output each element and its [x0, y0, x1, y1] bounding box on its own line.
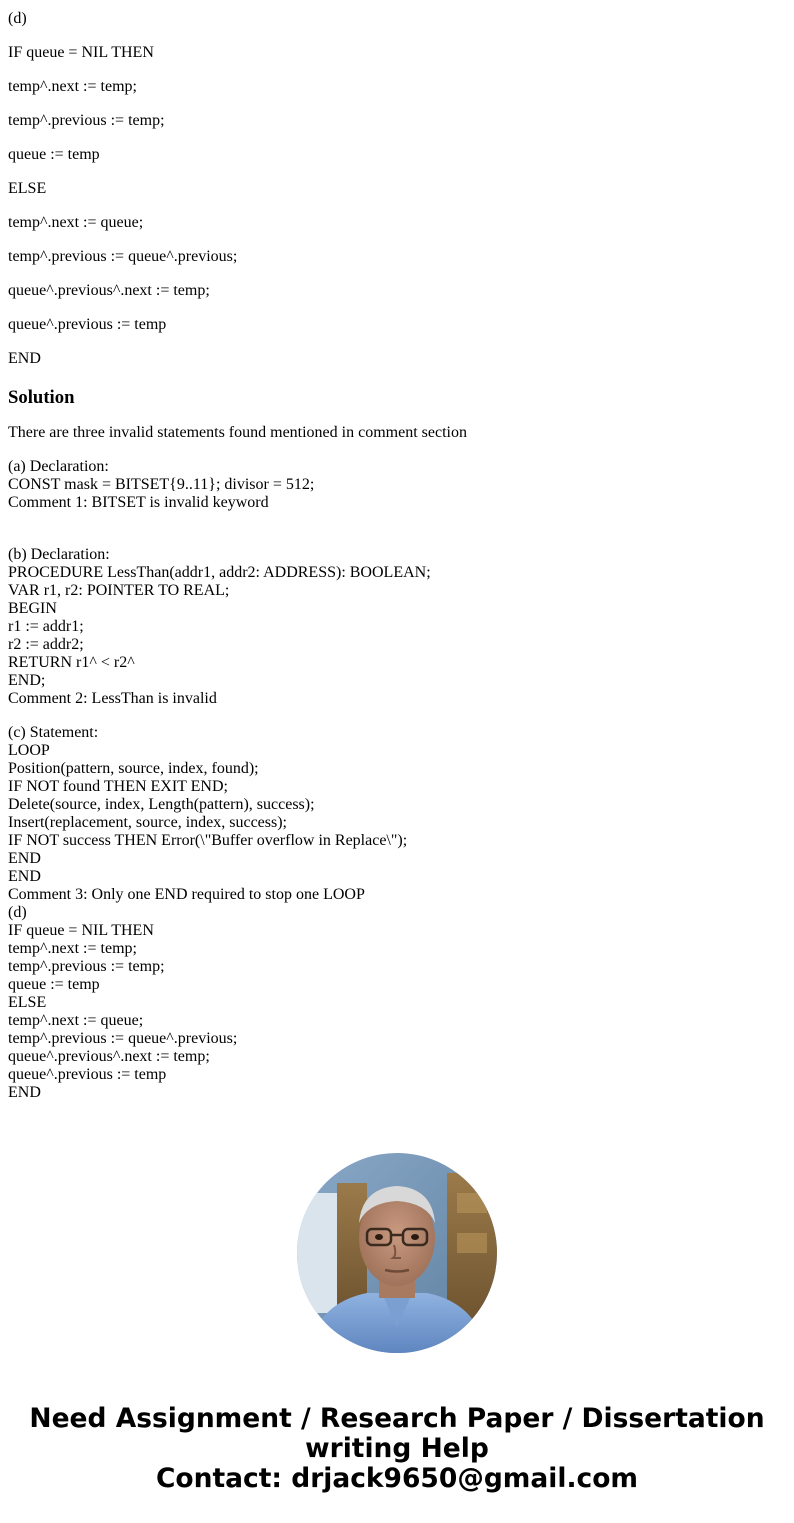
- code-line: r2 := addr2;: [8, 636, 84, 653]
- code-line: temp^.previous := temp;: [8, 958, 165, 975]
- code-line: LOOP: [8, 742, 50, 759]
- code-line: temp^.previous := queue^.previous;: [8, 248, 238, 265]
- code-line: Comment 3: Only one END required to stop one LOOP: [8, 886, 365, 903]
- author-avatar: [297, 1153, 497, 1353]
- code-line: temp^.next := queue;: [8, 214, 144, 231]
- code-line: BEGIN: [8, 600, 57, 617]
- code-line: RETURN r1^ < r2^: [8, 654, 135, 671]
- code-line: Delete(source, index, Length(pattern), success);: [8, 796, 315, 813]
- solution-heading: Solution: [8, 387, 75, 408]
- code-line: queue^.previous^.next := temp;: [8, 1048, 210, 1065]
- code-line: temp^.previous := queue^.previous;: [8, 1030, 238, 1047]
- code-line: ELSE: [8, 180, 47, 197]
- code-line: END: [8, 850, 41, 867]
- code-line: temp^.next := temp;: [8, 940, 137, 957]
- code-line: (b) Declaration:: [8, 546, 110, 563]
- code-line: (c) Statement:: [8, 724, 99, 741]
- code-line: Comment 1: BITSET is invalid keyword: [8, 494, 269, 511]
- code-line: (a) Declaration:: [8, 458, 109, 475]
- code-line: VAR r1, r2: POINTER TO REAL;: [8, 582, 230, 599]
- code-line: ELSE: [8, 994, 47, 1011]
- code-line: END;: [8, 672, 46, 689]
- promo-banner: [0, 1404, 794, 1494]
- code-line: PROCEDURE LessThan(addr1, addr2: ADDRESS): BOOLEAN;: [8, 564, 431, 581]
- banner-line-2: writing Help: [305, 1433, 489, 1464]
- question-part-d: [8, 10, 788, 368]
- code-line: Position(pattern, source, index, found);: [8, 760, 259, 777]
- code-line: END: [8, 350, 41, 367]
- code-line: IF NOT success THEN Error(\"Buffer overflow in Replace\");: [8, 832, 408, 849]
- spacer: [8, 528, 788, 546]
- banner-contact[interactable]: Contact: drjack9650@gmail.com: [155, 1463, 639, 1494]
- code-line: IF queue = NIL THEN: [8, 44, 154, 61]
- code-line: queue := temp: [8, 146, 100, 163]
- banner-line-1: Need Assignment / Research Paper / Dissertation: [29, 1403, 765, 1434]
- code-line: Comment 2: LessThan is invalid: [8, 690, 217, 707]
- code-line: queue := temp: [8, 976, 100, 993]
- code-line: (d): [8, 10, 27, 27]
- code-line: END: [8, 1084, 41, 1101]
- answer-block-b: [8, 546, 788, 708]
- code-line: queue^.previous^.next := temp;: [8, 282, 210, 299]
- code-line: temp^.previous := temp;: [8, 112, 165, 129]
- code-line: IF queue = NIL THEN: [8, 922, 154, 939]
- code-line: END: [8, 868, 41, 885]
- code-line: IF NOT found THEN EXIT END;: [8, 778, 228, 795]
- code-line: r1 := addr1;: [8, 618, 84, 635]
- document-body: [8, 0, 788, 1118]
- code-line: Insert(replacement, source, index, success);: [8, 814, 287, 831]
- code-line: queue^.previous := temp: [8, 1066, 167, 1083]
- code-line: temp^.next := temp;: [8, 78, 137, 95]
- code-line: temp^.next := queue;: [8, 1012, 144, 1029]
- code-line: CONST mask = BITSET{9..11}; divisor = 512;: [8, 476, 315, 493]
- code-line: (d): [8, 904, 27, 921]
- author-portrait-image: [297, 1153, 497, 1353]
- answer-block-a: [8, 458, 788, 512]
- code-line: queue^.previous := temp: [8, 316, 167, 333]
- solution-intro: There are three invalid statements found mentioned in comment section: [8, 424, 467, 441]
- answer-block-c-d: [8, 724, 788, 1102]
